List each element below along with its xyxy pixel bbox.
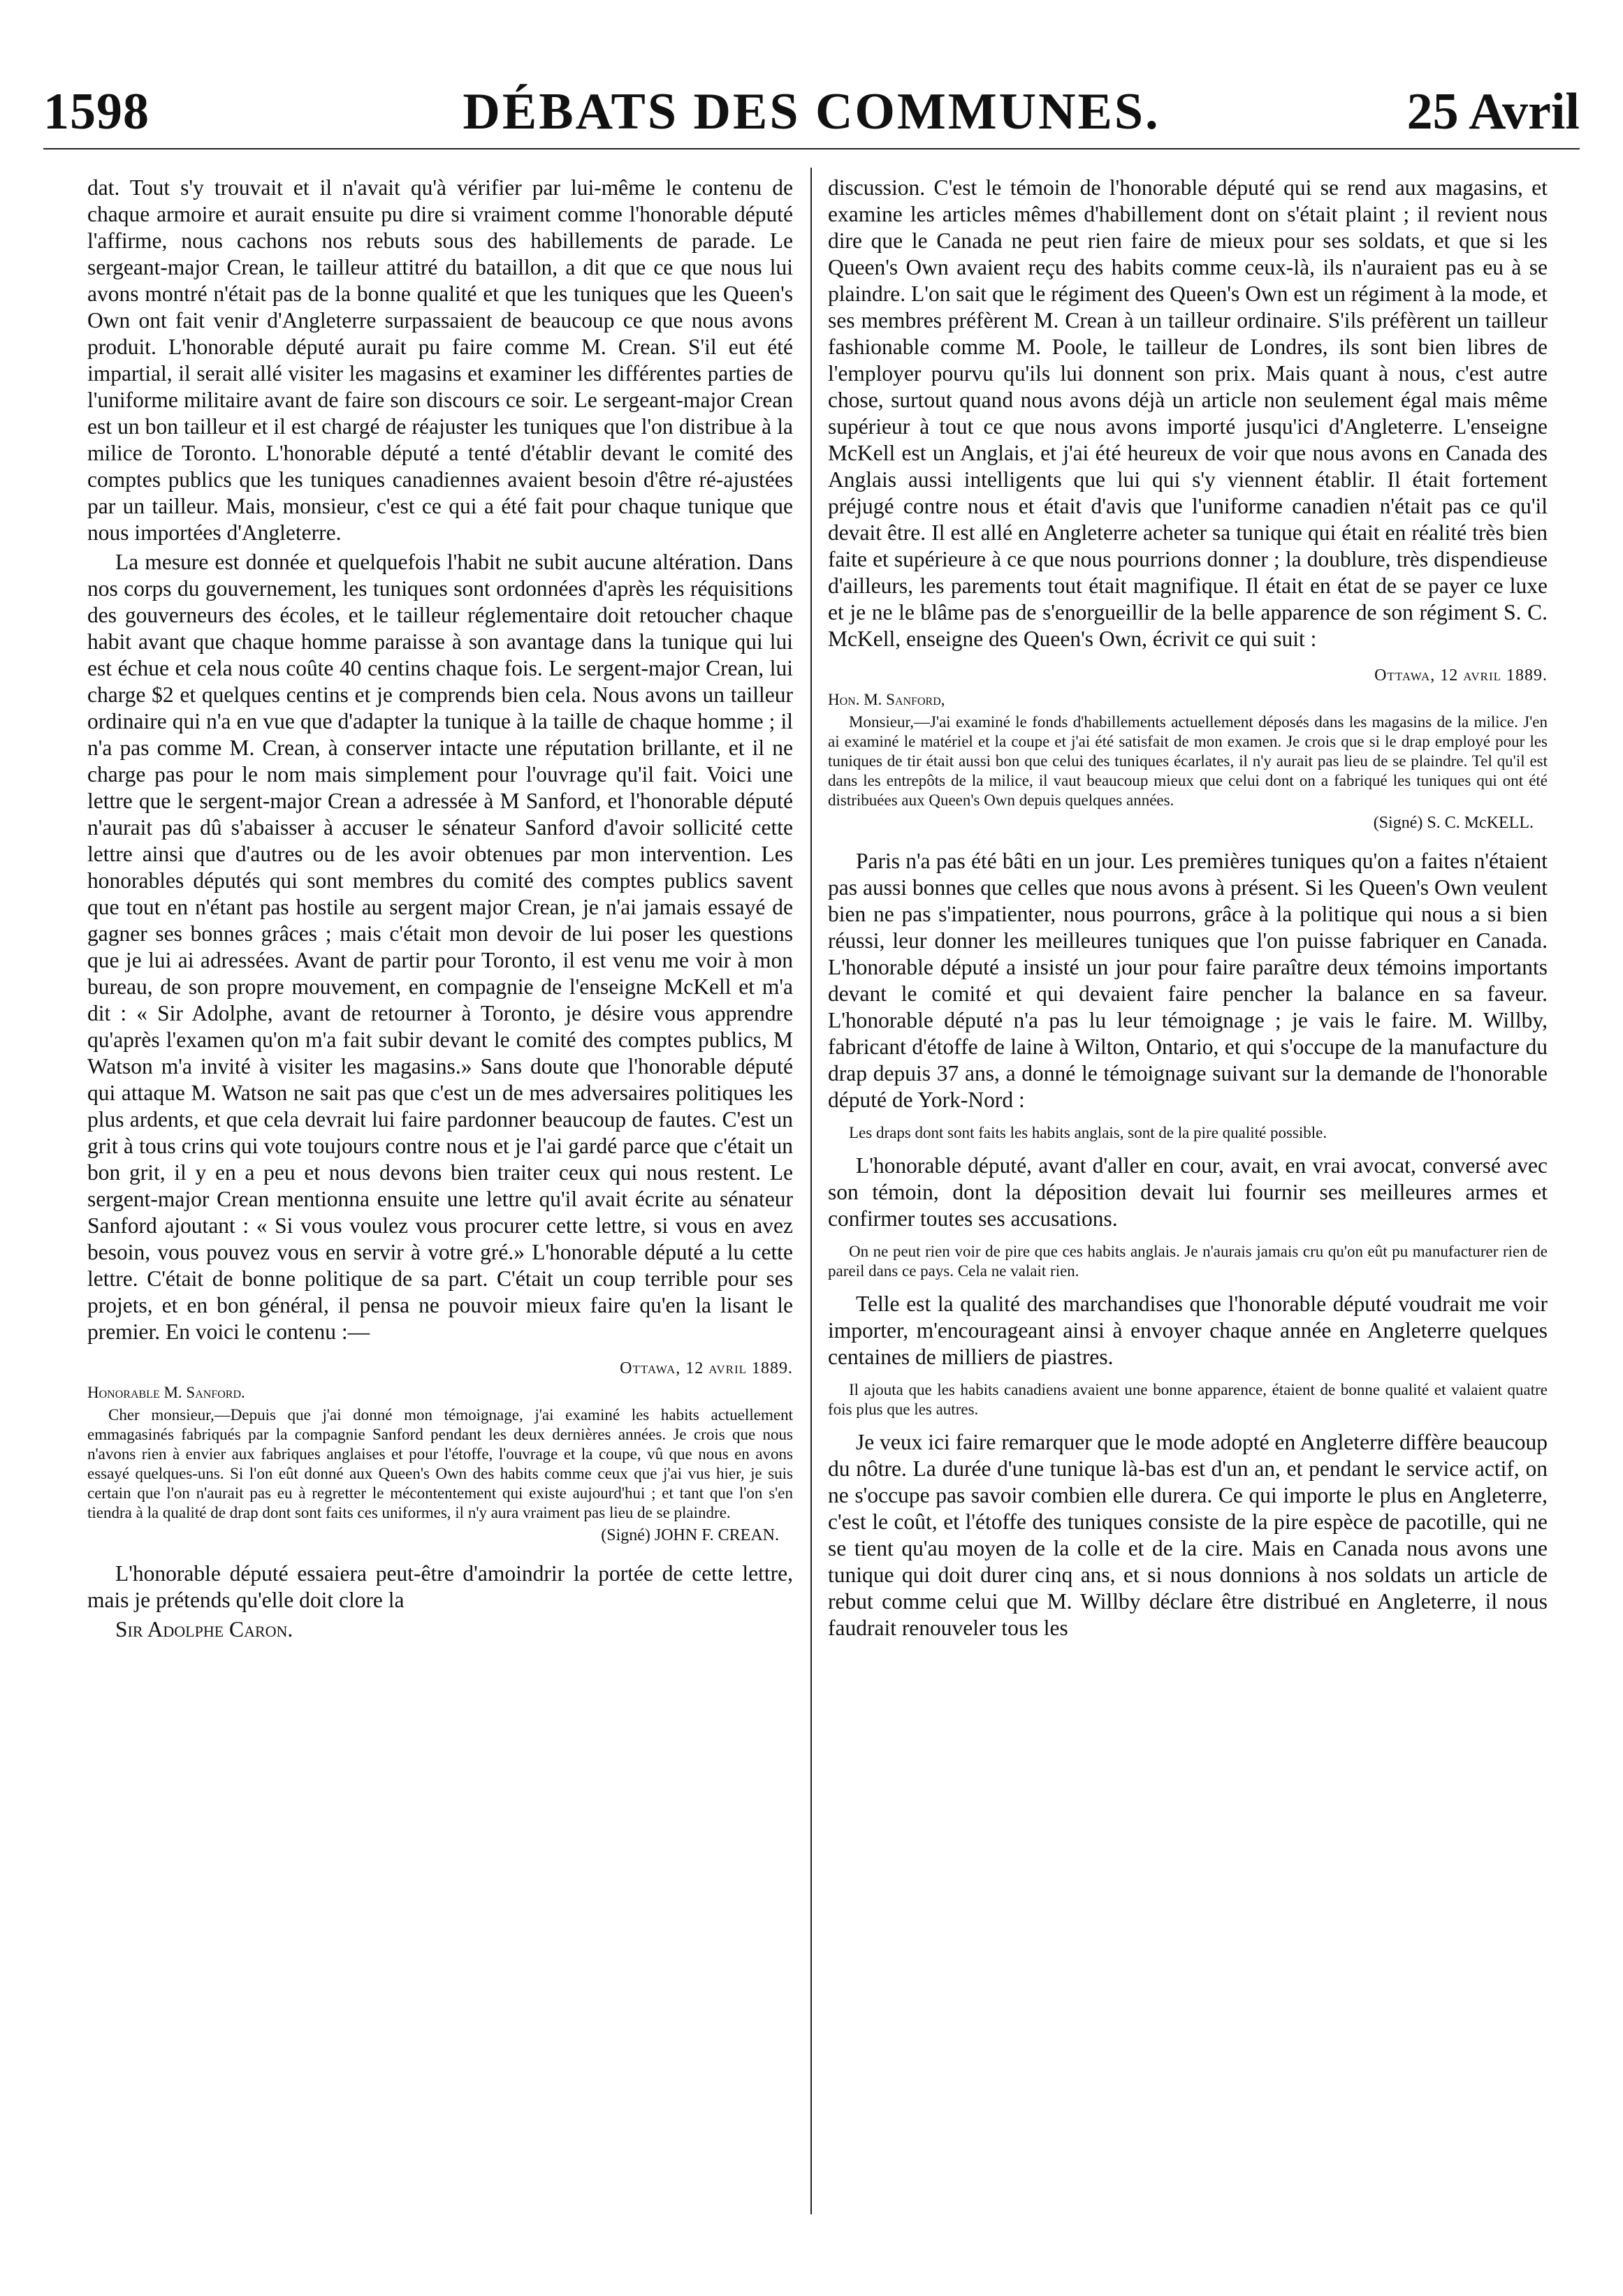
page-title: DÉBATS DES COMMUNES. [463, 83, 1160, 140]
letter-signature: (Signé) JOHN F. CREAN. [601, 1526, 779, 1544]
paragraph: L'honorable député, avant d'aller en cour, avait, en vrai avocat, conversé avec son témoin, dont la déposition devait lui fournir ses meilleures armes et confirmer toutes ses accusations. [828, 1153, 1548, 1231]
letter-salutation: Honorable M. Sanford. [87, 1384, 245, 1401]
paragraph: discussion. C'est le témoin de l'honorable député qui se rend aux magasins, et examine les articles mêmes d'habillement dont on s'était plaint ; il revient nous dire que le Canada ne peut rien faire de mieux pour ses soldats, et que si les Queen's Own avaient reçu des habits comme ceux-là, ils n'auraient pas eu à se plaindre. L'on sait que le régiment des Queen's Own est un régiment à la mode, et ses membres préfèrent M. Crean à un tailleur ordinaire. S'ils préfèrent un tailleur fashionable comme M. Poole, le tailleur de Londres, ils sont bien libres de l'employer pourvu qu'ils lui donnent son prix. Mais quant à nous, c'est autre chose, surtout quand nous avons déjà un article non seulement égal mais même supérieur à tout ce que nous avons importé jusqu'ici d'Angleterre. L'enseigne McKell est un Anglais, et j'ai été heureux de voir que nous avons en Canada des Anglais aussi intelligents que lui qui s'y viennent établir. Il était fortement préjugé contre nous et était d'avis que l'uniforme canadien n'était pas ce qu'il devait être. Il est allé en Angleterre acheter sa tunique qui était en réalité très bien faite et supérieure à ce que nous pourrions donner ; la doublure, très dispendieuse d'ailleurs, les parements tout était magnifique. Il était en état de se payer ce luxe et je ne le blâme pas de s'enorgueillir de la belle apparence de son régiment S. C. McKell, enseigne des Queen's Own, écrivit ce qui suit : [828, 175, 1548, 651]
paragraph: La mesure est donnée et quelquefois l'habit ne subit aucune altération. Dans nos corps du gouvernement, les tuniques sont ordonnées d'après les réquisitions des gouverneurs des écoles, et le tailleur réglementaire doit retoucher chaque habit avant que chaque homme paraisse à son avantage dans la tunique qui lui est échue et cela nous coûte 40 centins chaque fois. Le sergent-major Crean, lui charge $2 et quelques centins et je comprends bien cela. Nous avons un tailleur ordinaire qui n'a en vue que d'adapter la tunique à la taille de chaque homme ; il n'a pas comme M. Crean, à conserver intacte une réputation brillante, et il ne charge pas pour le nom mais simplement pour l'ouvrage qu'il fait. Voici une lettre que le sergent-major Crean a adressée à M Sanford, et l'honorable député n'aurait pas dû s'abaisser à accuser le sénateur Sanford d'avoir sollicité cette lettre ainsi que d'autres ou de les avoir obtenues par mon intervention. Les honorables députés qui sont membres du comité des comptes publics savent que tout en n'étant pas hostile au sergent major Crean, je n'ai jamais essayé de gagner ses bonnes grâces ; mais c'était mon devoir de lui poser les questions que je lui ai adressées. Avant de partir pour Toronto, il est venu me voir à mon bureau, de son propre mouvement, en compagnie de l'enseigne McKell et m'a dit : « Sir Adolphe, avant de retourner à Toronto, je désire vous apprendre qu'après l'examen qu'on m'a fait subir devant le comité des comptes publics, M Watson m'a invité à visiter les magasins.» Sans doute que l'honorable député qui attaque M. Watson ne sait pas que c'est un de mes adversaires politiques les plus ardents, et que cela devrait lui faire pardonner beaucoup de fautes. C'est un grit à tous crins qui vote toujours contre nous et je l'ai gardé parce que c'était un bon grit, il y en a peu et nous devons bien traiter ceux qui nous restent. Le sergent-major Crean mentionna ensuite une lettre qu'il avait écrite au sénateur Sanford ajoutant : « Si vous voulez vous procurer cette lettre, si vous en avez besoin, vous pouvez vous en servir à votre gré.» L'honorable député a lu cette lettre. C'était de bonne politique de sa part. C'était un coup terrible pour ses projets, et en bon général, il pensa ne pouvoir mieux faire qu'en la lisant le premier. En voici le contenu :— [87, 550, 793, 1344]
page-number: 1598 [43, 83, 150, 140]
letter-salutation: Hon. M. Sanford, [828, 691, 945, 708]
letter-dateline: Ottawa, 12 avril 1889. [1374, 666, 1548, 685]
paragraph: dat. Tout s'y trouvait et il n'avait qu'à vérifier par lui-même le contenu de chaque armoire et aurait ensuite pu dire si vraiment comme l'honorable député l'affirme, nous cachons nos rebuts sous des habillements de parade. Le sergeant-major Crean, le tailleur attitré du bataillon, a dit que ce que nous lui avons montré n'était pas de la bonne qualité et que les tuniques que les Queen's Own ont fait venir d'Angleterre surpassaient de beaucoup ce que nous avons produit. L'honorable député aurait pu faire comme M. Crean. S'il eut été impartial, il serait allé visiter les magasins et examiner les différentes parties de l'uniforme militaire avant de faire son discours ce soir. Le sergeant-major Crean est un bon tailleur et il est chargé de réajuster les tuniques que l'on distribue à la milice de Toronto. L'honorable député a tenté d'établir devant le comité des comptes publics que les tuniques canadiennes avaient besoin d'être ré-ajustées par un tailleur. Mais, monsieur, c'est ce qui a été fait pour chaque tunique que nous importées d'Angleterre. [87, 175, 793, 545]
column-divider [810, 168, 812, 2214]
letter-signature: (Signé) S. C. McKELL. [1373, 814, 1534, 832]
paragraph: Telle est la qualité des marchandises que l'honorable député voudrait me voir importer, m'encourageant ainsi à envoyer chaque année en Angleterre quelques centaines de milliers de piastres. [828, 1292, 1548, 1369]
letter-body: Monsieur,—J'ai examiné le fonds d'habillements actuellement déposés dans les magasins de la milice. J'en ai examiné le matériel et la coupe et j'ai été satisfait de mon examen. Je crois que si le drap employé pour les tuniques de tir était aussi bon que celui des tuniques écarlates, il n'y aurait pas lieu de se plaindre. Tel qu'il est dans les entrepôts de la milice, il vaut beaucoup mieux que celui dont on a fabriqué les tuniques qui ont été distribuées aux Queen's Own depuis quelques années. [828, 713, 1548, 809]
left-column [87, 175, 793, 1646]
paragraph: Paris n'a pas été bâti en un jour. Les premières tuniques qu'on a faites n'étaient pas aussi bonnes que celles que nous avons à présent. Si les Queen's Own veulent bien ne pas s'impatienter, nous pourrons, grâce à la politique qui nous a si bien réussi, leur donner les meilleures tuniques que l'on puisse fabriquer en Canada. L'honorable député a insisté un jour pour faire paraître deux témoins importants devant le comité et qui devaient faire pencher la balance en sa faveur. L'honorable député n'a pas lu leur témoignage ; je vais le faire. M. Willby, fabricant d'étoffe de laine à Wilton, Ontario, et qui s'occupe de la manufacture du drap depuis 37 ans, a donné le témoignage suivant sur la demande de l'honorable député de York-Nord : [828, 849, 1548, 1112]
letter-dateline: Ottawa, 12 avril 1889. [620, 1359, 793, 1377]
quotation: On ne peut rien voir de pire que ces habits anglais. Je n'aurais jamais cru qu'on eût pu manufacturer rien de pareil dans ce pays. Cela ne valait rien. [828, 1243, 1548, 1280]
page-header [43, 82, 1580, 145]
header-date: 25 Avril [1406, 83, 1580, 140]
quotation: Il ajouta que les habits canadiens avaient une bonne apparence, étaient de bonne qualité et valaient quatre fois plus que les autres. [828, 1381, 1548, 1418]
speaker-name: Sir Adolphe Caron. [115, 1617, 293, 1641]
header-rule [43, 148, 1580, 149]
quotation: Les draps dont sont faits les habits anglais, sont de la pire qualité possible. [849, 1124, 1327, 1141]
right-column [828, 175, 1548, 1644]
letter-body: Cher monsieur,—Depuis que j'ai donné mon témoignage, j'ai examiné les habits actuellement emmagasinés fabriqués par la compagnie Sanford pendant les deux dernières années. Je crois que nous n'avons rien à envier aux fabriques anglaises et pour l'étoffe, l'ouvrage et la coupe, vû que nous en avons essayé quelques-uns. Si l'on eût donné aux Queen's Own des habits comme ceux que j'ai vus hier, je suis certain que l'on n'aurait pas eu à regretter le mécontentement qui existe aujourd'hui ; et tant que l'on s'en tiendra à la qualité de drap dont sont faits ces uniformes, il n'y aura vraiment pas lieu de se plaindre. [87, 1406, 793, 1521]
paragraph: Je veux ici faire remarquer que le mode adopté en Angleterre diffère beaucoup du nôtre. La durée d'une tunique là-bas est d'un an, et pendant le service actif, on ne s'occupe pas savoir combien elle durera. Ce qui importe le plus en Angleterre, c'est le coût, et l'étoffe des tuniques consiste de la pire espèce de pacotille, qui ne se tient qu'au moyen de la colle et de la cire. Mais en Canada nous avons une tunique qui doit durer cinq ans, et si nous donnions à nos soldats un article de rebut comme celui que M. Willby déclare être distribué en Angleterre, il nous faudrait renouveler tous les [828, 1430, 1548, 1640]
paragraph: L'honorable député essaiera peut-être d'amoindrir la portée de cette lettre, mais je prétends qu'elle doit clore la [87, 1561, 793, 1612]
